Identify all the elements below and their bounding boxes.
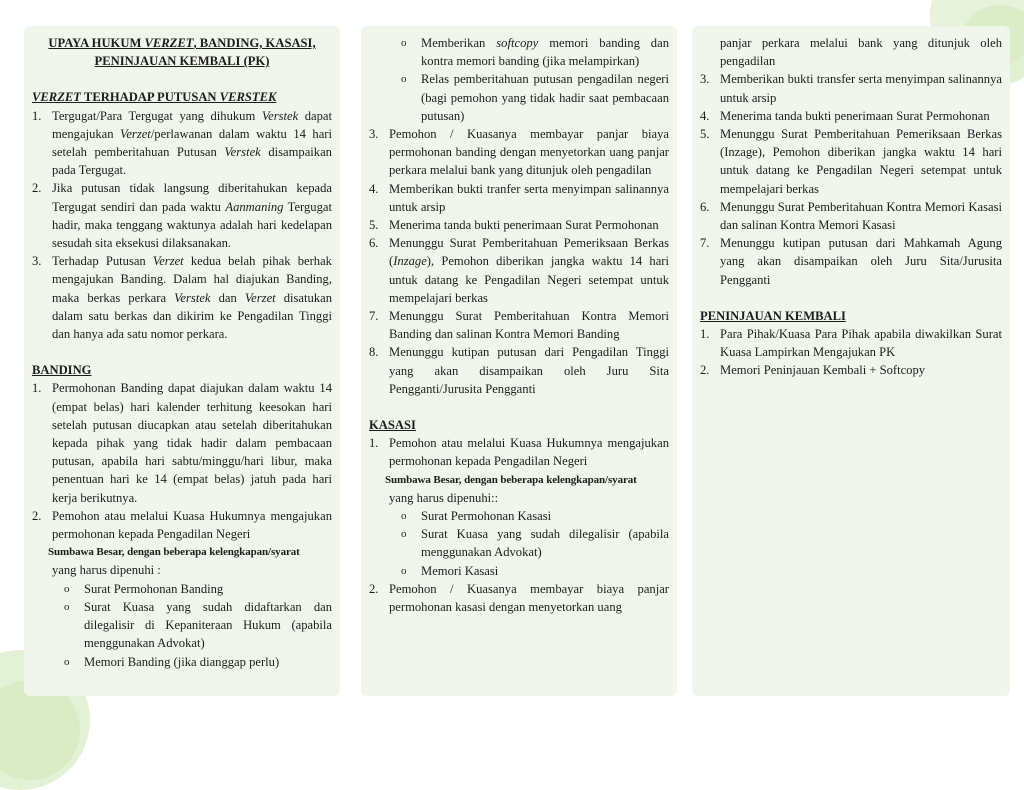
list-item: 3. Memberikan bukti transfer serta menyimpan salinannya untuk arsip xyxy=(700,70,1002,106)
title-text: , BANDING, KASASI, xyxy=(193,36,316,50)
list-item: 5. Menerima tanda bukti penerimaan Surat Permohonan xyxy=(369,216,669,234)
banding-heading: BANDING xyxy=(32,363,92,378)
sub-list-item: o Memori Banding (jika dianggap perlu) xyxy=(52,653,332,671)
kasasi-heading: KASASI xyxy=(369,418,416,433)
title-text: UPAYA HUKUM xyxy=(48,36,145,50)
small-bold-text: Sumbawa Besar, dengan beberapa kelengkapan/syarat xyxy=(48,546,300,559)
list-item: 1. Para Pihak/Kuasa Para Pihak apabila diwakilkan Surat Kuasa Lampirkan Mengajukan PK xyxy=(700,325,1002,361)
list-item: 7. Menunggu Surat Pemberitahuan Kontra Memori Banding dan salinan Kontra Memori Banding xyxy=(369,307,669,343)
list-item: 2. Jika putusan tidak langsung diberitahukan kepada Tergugat sendiri dan pada waktu Aanmaning Tergugat hadir, maka tenggang waktunya adalah hari kedelapan sesudah sita eksekusi dilaksanakan. xyxy=(32,179,332,252)
brochure-column-1 xyxy=(24,26,340,696)
list-item: 6. Menunggu Surat Pemberitahuan Kontra Memori Kasasi dan salinan Kontra Memori Kasasi xyxy=(700,198,1002,234)
list-item: 8. Menunggu kutipan putusan dari Pengadilan Tinggi yang akan disampaikan oleh Juru Sita Pengganti/Jurusita Pengganti xyxy=(369,343,669,398)
verzet-heading xyxy=(32,88,332,106)
kasasi-list xyxy=(369,434,669,616)
list-item: 2. Memori Peninjauan Kembali + Softcopy xyxy=(700,361,1002,379)
brochure-column-2 xyxy=(361,26,677,696)
document-title xyxy=(32,34,332,70)
brochure-column-3 xyxy=(692,26,1010,696)
list-item: 2. Pemohon / Kuasanya membayar biaya panjar permohonan kasasi dengan menyetorkan uang xyxy=(369,580,669,616)
list-item: 4. Memberikan bukti tranfer serta menyimpan salinannya untuk arsip xyxy=(369,180,669,216)
small-bold-text: Sumbawa Besar, dengan beberapa kelengkapan/syarat xyxy=(385,473,637,486)
sub-list-item: o Memberikan softcopy memori banding dan kontra memori banding (jika melampirkan) xyxy=(389,34,669,70)
heading-text: TERHADAP PUTUSAN xyxy=(81,90,220,105)
sub-list-item: o Relas pemberitahuan putusan pengadilan negeri (bagi pemohon yang tidak hadir saat pembacaan putusan) xyxy=(389,70,669,125)
sub-list-item: o Surat Kuasa yang sudah dilegalisir (apabila menggunakan Advokat) xyxy=(389,525,669,561)
list-item: 5. Menunggu Surat Pemberitahuan Pemeriksaan Berkas (Inzage), Pemohon diberikan jangka waktu 14 hari untuk datang ke Pengadilan Negeri setempat untuk mempelajari berkas xyxy=(700,125,1002,198)
title-text-italic: VERZET xyxy=(144,36,194,50)
list-item: 7. Menunggu kutipan putusan dari Mahkamah Agung yang akan disampaikan oleh Juru Sita/Jurusita Pengganti xyxy=(700,234,1002,289)
requirements-label: yang harus dipenuhi:: xyxy=(389,490,499,505)
list-item: 1. Permohonan Banding dapat diajukan dalam waktu 14 (empat belas) hari kalender terhitung keesokan hari setelah putusan diucapkan atau setelah diberitahukan kepada pihak yang tidak hadir dalam pembacaan putusan, apabila hari sabtu/minggu/hari libur, maka penentuan hari ke 14 (empat belas) jatuh pada hari kerja berikutnya. xyxy=(32,379,332,506)
sub-list-item: o Surat Kuasa yang sudah didaftarkan dan dilegalisir di Kepaniteraan Hukum (apabila menggunakan Advokat) xyxy=(52,598,332,653)
list-item: 2. Pemohon atau melalui Kuasa Hukumnya mengajukan permohonan kepada Pengadilan Negeri Sumbawa Besar, dengan beberapa kelengkapan/syarat yang harus dipenuhi : o Surat Permohonan Banding o Surat Kuasa yang sudah didaftarkan dan dilegalisir di Kepaniteraan Hukum (apabila menggunakan Advokat) o Memori Banding (jika dianggap perlu) xyxy=(32,507,332,671)
list-item: 1. Tergugat/Para Tergugat yang dihukum Verstek dapat mengajukan Verzet/perlawanan dalam waktu 14 hari setelah pemberitahuan Putusan Verstek disampaikan pada Tergugat. xyxy=(32,107,332,180)
list-item: 3. Terhadap Putusan Verzet kedua belah pihak berhak mengajukan Banding. Dalam hal diajukan Banding, maka berkas perkara Verstek dan Verzet disatukan dalam satu berkas dan dikirim ke Pengadilan Tinggi dan hanya ada satu nomor perkara. xyxy=(32,252,332,343)
heading-italic: VERZET xyxy=(32,90,81,105)
banding-requirements-cont xyxy=(369,34,669,125)
banding-requirements xyxy=(52,580,332,671)
banding-list xyxy=(32,379,332,670)
sub-list-item: o Surat Permohonan Banding xyxy=(52,580,332,598)
continued-text: panjar perkara melalui bank yang ditunjuk oleh pengadilan xyxy=(720,36,1002,69)
list-item: 1. Pemohon atau melalui Kuasa Hukumnya mengajukan permohonan kepada Pengadilan Negeri Sumbawa Besar, dengan beberapa kelengkapan/syarat yang harus dipenuhi:: o Surat Permohonan Kasasi o Surat Kuasa yang sudah dilegalisir (apabila menggunakan Advokat) o Memori Kasasi xyxy=(369,434,669,580)
kasasi-requirements xyxy=(389,507,669,580)
list-item: 3. Pemohon / Kuasanya membayar panjar biaya permohonan banding dengan menyetorkan uang panjar perkara melalui bank yang ditunjuk oleh pengadilan xyxy=(369,125,669,180)
verzet-list xyxy=(32,107,332,344)
list-item: 6. Menunggu Surat Pemberitahuan Pemeriksaan Berkas (Inzage), Pemohon diberikan jangka waktu 14 hari untuk datang ke Pengadilan Negeri setempat untuk mempelajari berkas xyxy=(369,234,669,307)
sub-list-item: o Memori Kasasi xyxy=(389,562,669,580)
title-text: PENINJAUAN KEMBALI (PK) xyxy=(94,54,270,69)
requirements-label: yang harus dipenuhi : xyxy=(52,563,161,578)
sub-list-item: o Surat Permohonan Kasasi xyxy=(389,507,669,525)
heading-italic: VERSTEK xyxy=(219,90,277,105)
banding-list-cont xyxy=(369,125,669,398)
pk-heading: PENINJAUAN KEMBALI xyxy=(700,308,846,323)
pk-list xyxy=(700,325,1002,380)
list-item: 4. Menerima tanda bukti penerimaan Surat Permohonan xyxy=(700,107,1002,125)
kasasi-list-cont xyxy=(700,70,1002,288)
